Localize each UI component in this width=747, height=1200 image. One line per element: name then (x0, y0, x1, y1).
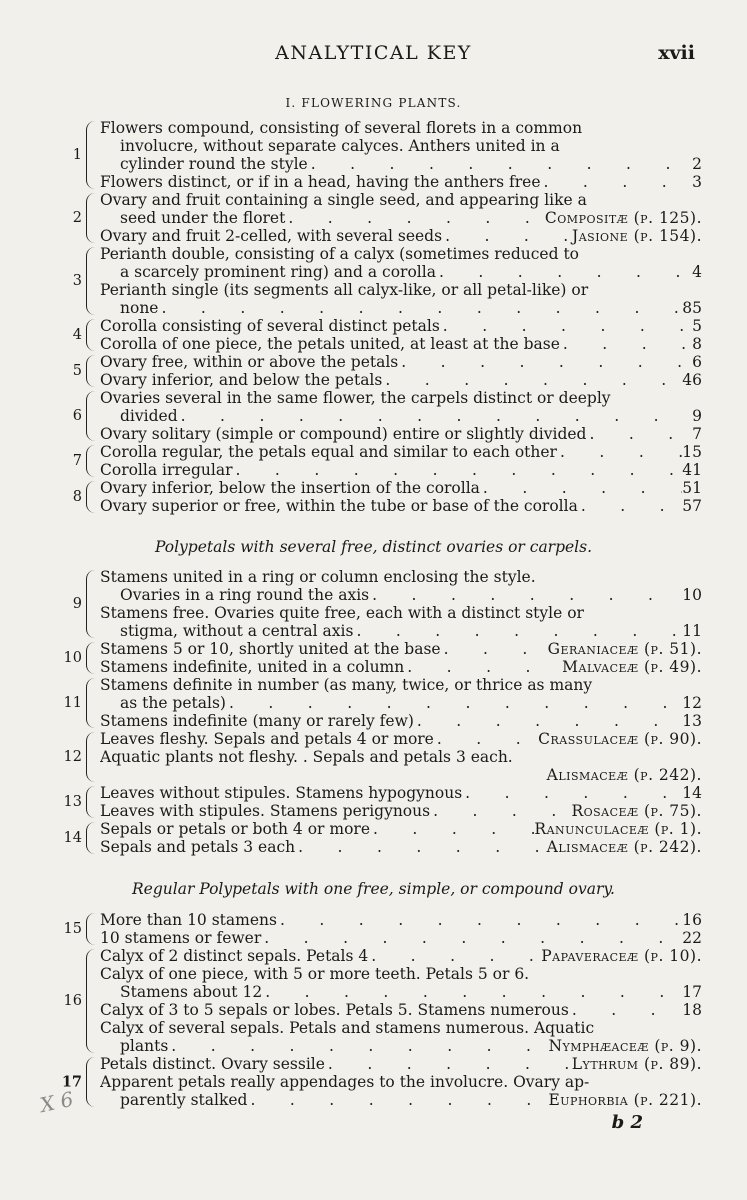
lead-reference: Lythrum (p. 89). (571, 1055, 702, 1073)
brace (86, 121, 95, 189)
lead-reference: Jasione (p. 154). (572, 227, 702, 245)
lead-reference: Geraniaceæ (p. 51). (547, 640, 702, 658)
dot-leader (262, 983, 682, 1001)
lead-text: Ovary and fruit 2-celled, with several seeds (100, 227, 443, 245)
lead-text: parently stalked (120, 1091, 248, 1109)
lead-1a (100, 119, 702, 173)
couplet-5 (58, 353, 702, 389)
dot-leader (430, 802, 571, 820)
lead-text: Leaves with stipules. Stamens perigynous (100, 802, 431, 820)
lead-text: Stamens indefinite, united in a column (100, 658, 405, 676)
page-number: xvii (658, 42, 695, 64)
brace (86, 319, 95, 351)
couplet-3 (58, 245, 702, 317)
dot-leader (295, 838, 547, 856)
lead-reference: 4 (692, 263, 702, 281)
lead-12b (100, 748, 702, 784)
lead-reference: Malvaceæ (p. 49). (562, 658, 702, 676)
lead-1b (100, 173, 702, 191)
dot-leader (462, 784, 682, 802)
subhead-polypetals: Polypetals with several free, distinct ovaries or carpels. (154, 538, 593, 556)
lead-reference: Compositæ (p. 125). (544, 209, 702, 227)
lead-8a (100, 479, 702, 497)
couplet-6 (58, 389, 702, 443)
lead-reference: 6 (692, 353, 702, 371)
lead-3a (100, 245, 702, 281)
couplet-17 (58, 1055, 702, 1109)
couplet-number: 13 (63, 794, 82, 810)
lead-text: Stamens 5 or 10, shortly united at the base (100, 640, 441, 658)
couplet-number: 15 (63, 921, 82, 937)
lead-reference: 17 (682, 983, 702, 1001)
lead-text: Petals distinct. Ovary sessile (100, 1055, 325, 1073)
couplet-number: 4 (72, 327, 82, 343)
lead-text: Sepals and petals 3 each (100, 838, 296, 856)
dot-leader (569, 1001, 682, 1019)
lead-9b (100, 604, 702, 640)
lead-text: Ovary free, within or above the petals (100, 353, 399, 371)
lead-text: cylinder round the style (120, 155, 308, 173)
lead-reference: 18 (682, 1001, 702, 1019)
lead-reference: 10 (682, 586, 702, 604)
lead-text: Stamens about 12 (120, 983, 263, 1001)
lead-reference: 3 (692, 173, 702, 191)
lead-reference: 51 (682, 479, 702, 497)
section-title: I. FLOWERING PLANTS. (285, 96, 462, 110)
lead-text: Stamens indefinite (many or rarely few) (100, 712, 414, 730)
couplet-number: 12 (63, 749, 82, 765)
lead-text: Ovary solitary (simple or compound) entire or slightly divided (100, 425, 587, 443)
lead-6a (100, 389, 702, 425)
handwritten-margin-note: X 6 (37, 1086, 76, 1118)
brace (86, 822, 95, 854)
lead-text: Corolla regular, the petals equal and similar to each other (100, 443, 557, 461)
brace (86, 391, 95, 441)
brace (86, 949, 95, 1053)
couplet-13 (58, 784, 702, 820)
lead-text: Flowers distinct, or if in a head, having the anthers free (100, 173, 541, 191)
couplet-number: 5 (72, 363, 82, 379)
couplet-9 (58, 568, 702, 640)
brace (86, 642, 95, 674)
dot-leader (325, 1055, 572, 1073)
lead-text: Ovary and fruit containing a single seed, and appearing like a (100, 191, 587, 209)
lead-reference: 14 (682, 784, 702, 802)
lead-text: a scarcely prominent ring) and a corolla (120, 263, 436, 281)
dot-leader (247, 1091, 548, 1109)
dot-leader (398, 353, 692, 371)
key-block-regular-polypetals (58, 911, 702, 1109)
lead-reference: 13 (682, 712, 702, 730)
lead-text: Calyx of 3 to 5 sepals or lobes. Petals 5. Stamens numerous (100, 1001, 569, 1019)
lead-text: 10 stamens or fewer (100, 929, 262, 947)
couplet-number: 3 (72, 273, 82, 289)
lead-6b (100, 425, 702, 443)
brace (86, 355, 95, 387)
lead-text: Ovary inferior, below the insertion of the corolla (100, 479, 480, 497)
couplet-number: 6 (72, 408, 82, 424)
lead-11a (100, 676, 702, 712)
lead-text: Calyx of several sepals. Petals and stamens numerous. Aquatic (100, 1019, 595, 1037)
brace (86, 913, 95, 945)
lead-reference: 22 (682, 929, 702, 947)
lead-reference: Alismaceæ (p. 242). (546, 838, 702, 856)
lead-text: Stamens definite in number (as many, twice, or thrice as many (100, 676, 593, 694)
lead-reference: Nymphæaceæ (p. 9). (548, 1037, 702, 1055)
lead-reference: 12 (682, 694, 702, 712)
couplet-11 (58, 676, 702, 730)
dot-leader (404, 658, 562, 676)
couplet-number: 1 (72, 147, 82, 163)
couplet-number: 11 (63, 695, 82, 711)
couplet-14 (58, 820, 702, 856)
couplet-8 (58, 479, 702, 515)
lead-text: Stamens free. Ovaries quite free, each with a distinct style or (100, 604, 584, 622)
couplet-10 (58, 640, 702, 676)
lead-text: as the petals) (120, 694, 226, 712)
dot-leader (436, 263, 692, 281)
dot-leader (158, 299, 682, 317)
dot-leader (541, 173, 693, 191)
couplet-number: 10 (63, 650, 82, 666)
dot-leader (232, 461, 682, 479)
lead-text: Ovary inferior, and below the petals (100, 371, 383, 389)
couplet-number: 8 (72, 489, 82, 505)
lead-2b (100, 227, 702, 245)
dot-leader (560, 335, 692, 353)
dot-leader (382, 371, 682, 389)
brace (86, 247, 95, 315)
lead-reference: Rosaceæ (p. 75). (571, 802, 702, 820)
brace (86, 786, 95, 818)
lead-9a (100, 568, 702, 604)
lead-12a (100, 730, 702, 748)
lead-10b (100, 658, 702, 676)
lead-text: Flowers compound, consisting of several florets in a common (100, 119, 583, 137)
couplet-1 (58, 119, 702, 191)
lead-14a (100, 820, 702, 838)
lead-reference: 85 (682, 299, 702, 317)
lead-reference: 15 (682, 443, 702, 461)
lead-reference: 16 (682, 911, 702, 929)
lead-16d (100, 1019, 702, 1055)
lead-2a (100, 191, 702, 227)
lead-reference: 46 (682, 371, 702, 389)
lead-7b (100, 461, 702, 479)
lead-16c (100, 1001, 702, 1019)
couplet-number: 17 (61, 1073, 82, 1091)
lead-text: Aquatic plants not fleshy. . Sepals and petals 3 each. (100, 748, 513, 766)
lead-16b (100, 965, 702, 1001)
lead-text: Corolla consisting of several distinct petals (100, 317, 440, 335)
lead-text: Perianth double, consisting of a calyx (sometimes reduced to (100, 245, 580, 263)
lead-10a (100, 640, 702, 658)
dot-leader (369, 586, 682, 604)
lead-reference: Ranunculaceæ (p. 1). (534, 820, 702, 838)
lead-text: divided (120, 407, 178, 425)
brace (86, 732, 95, 782)
dot-leader (308, 155, 692, 173)
lead-text: seed under the floret (120, 209, 286, 227)
dot-leader (168, 1037, 548, 1055)
key-block-general (58, 119, 702, 515)
dot-leader (353, 622, 682, 640)
lead-4a (100, 317, 702, 335)
lead-5a (100, 353, 702, 371)
dot-leader (261, 929, 682, 947)
lead-text: Ovaries several in the same flower, the carpels distinct or deeply (100, 389, 611, 407)
lead-reference: 9 (692, 407, 702, 425)
couplet-16 (58, 947, 702, 1055)
lead-reference: 41 (682, 461, 702, 479)
lead-reference: Euphorbia (p. 221). (548, 1091, 702, 1109)
dot-leader (578, 497, 682, 515)
lead-text: involucre, without separate calyces. Anthers united in a (120, 137, 560, 155)
lead-text: Leaves fleshy. Sepals and petals 4 or more (100, 730, 434, 748)
lead-reference: 2 (692, 155, 702, 173)
lead-text: Sepals or petals or both 4 or more (100, 820, 370, 838)
couplet-number: 2 (72, 210, 82, 226)
lead-text: Corolla of one piece, the petals united, at least at the base (100, 335, 560, 353)
lead-reference: Alismaceæ (p. 242). (546, 766, 702, 784)
lead-reference: Crassulaceæ (p. 90). (538, 730, 702, 748)
brace (86, 445, 95, 477)
lead-5b (100, 371, 702, 389)
key-block-polypetals (58, 568, 702, 856)
dot-leader (441, 640, 548, 658)
dot-leader (368, 947, 541, 965)
dot-leader (285, 209, 545, 227)
lead-text: Calyx of one piece, with 5 or more teeth. Petals 5 or 6. (100, 965, 530, 983)
dot-leader (442, 227, 572, 245)
lead-reference: 7 (692, 425, 702, 443)
brace (86, 570, 95, 638)
couplet-number: 16 (63, 993, 82, 1009)
lead-16a (100, 947, 702, 965)
couplet-15 (58, 911, 702, 947)
dot-leader (434, 730, 538, 748)
dot-leader (370, 820, 534, 838)
couplet-7 (58, 443, 702, 479)
lead-7a (100, 443, 702, 461)
dot-leader (440, 317, 692, 335)
lead-text: More than 10 stamens (100, 911, 277, 929)
couplet-12 (58, 730, 702, 784)
lead-text: Apparent petals really appendages to the involucre. Ovary ap- (100, 1073, 590, 1091)
lead-reference: 5 (692, 317, 702, 335)
subhead-regular-polypetals: Regular Polypetals with one free, simple, or compound ovary. (132, 880, 615, 898)
dot-leader (586, 425, 692, 443)
lead-3b (100, 281, 702, 317)
lead-reference: 8 (692, 335, 702, 353)
lead-text: Stamens united in a ring or column enclosing the style. (100, 568, 536, 586)
lead-reference: 11 (682, 622, 702, 640)
signature-mark: b 2 (611, 1112, 643, 1133)
lead-15b (100, 929, 702, 947)
dot-leader (414, 712, 682, 730)
lead-8b (100, 497, 702, 515)
lead-reference: Papaveraceæ (p. 10). (541, 947, 702, 965)
dot-leader (178, 407, 693, 425)
dot-leader (480, 479, 682, 497)
lead-4b (100, 335, 702, 353)
lead-11b (100, 712, 702, 730)
lead-text: none (120, 299, 159, 317)
lead-text: stigma, without a central axis (120, 622, 354, 640)
lead-17b (100, 1073, 702, 1109)
brace (86, 1057, 95, 1107)
lead-13a (100, 784, 702, 802)
couplet-number: 14 (63, 830, 82, 846)
lead-text: Perianth single (its segments all calyx-like, or all petal-like) or (100, 281, 589, 299)
couplet-number: 9 (72, 596, 82, 612)
dot-leader (557, 443, 682, 461)
brace (86, 678, 95, 728)
couplet-4 (58, 317, 702, 353)
lead-text: Corolla irregular (100, 461, 233, 479)
lead-text: Ovary superior or free, within the tube or base of the corolla (100, 497, 578, 515)
lead-reference: 57 (682, 497, 702, 515)
lead-text: Leaves without stipules. Stamens hypogynous (100, 784, 463, 802)
couplet-number: 7 (72, 453, 82, 469)
brace (86, 481, 95, 513)
lead-text: Calyx of 2 distinct sepals. Petals 4 (100, 947, 369, 965)
running-head-title: ANALYTICAL KEY (275, 42, 472, 64)
running-head (0, 42, 747, 68)
couplet-2 (58, 191, 702, 245)
lead-14b (100, 838, 702, 856)
lead-text: Ovaries in a ring round the axis (120, 586, 370, 604)
lead-text: plants (120, 1037, 169, 1055)
brace (86, 193, 95, 243)
dot-leader (277, 911, 682, 929)
lead-15a (100, 911, 702, 929)
lead-13b (100, 802, 702, 820)
dot-leader (226, 694, 682, 712)
lead-17a (100, 1055, 702, 1073)
